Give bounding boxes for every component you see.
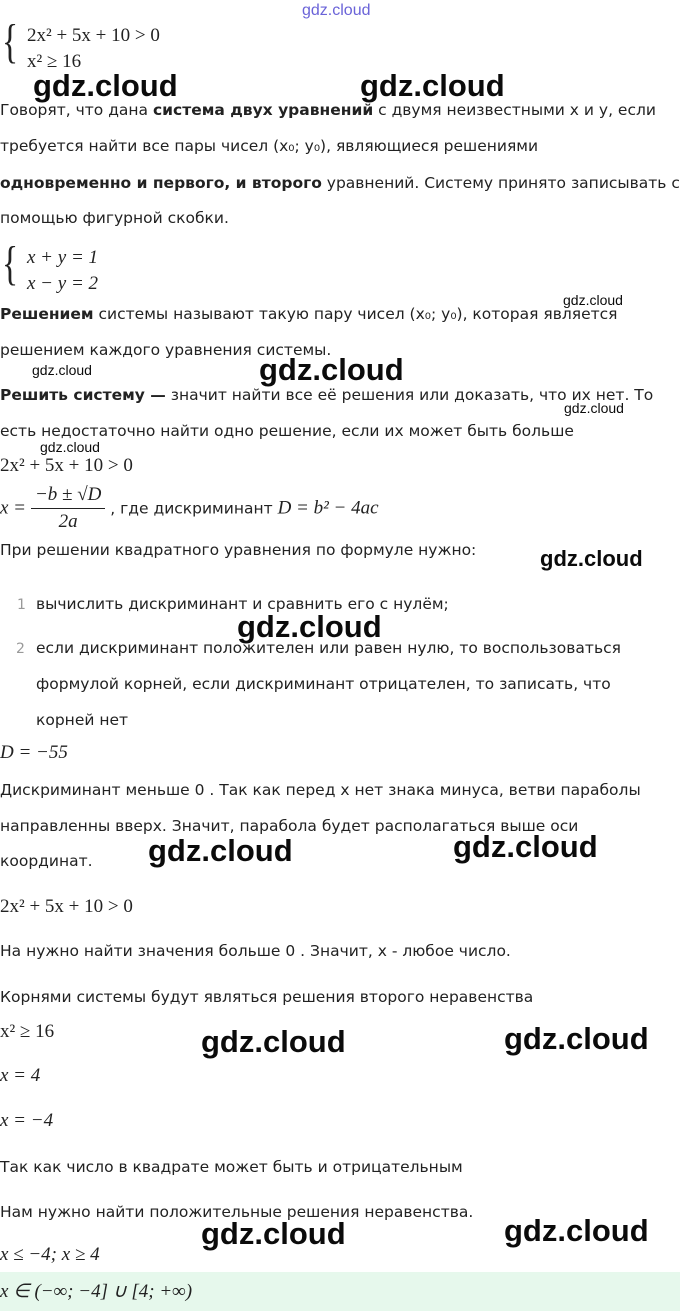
step-2-line-3: корней нет [36,711,129,729]
watermark: gdz.cloud [540,546,643,571]
watermark: gdz.cloud [201,1216,346,1251]
quadratic-formula: x = $\frac{-b \pm √D}{2a}$ , где дискриминант D = b² − 4ac [0,484,379,532]
watermark: gdz.cloud [148,833,293,868]
watermark: gdz.cloud [33,68,178,103]
root-2: x = −4 [0,1110,54,1131]
intro-line-2: требуется найти все пары чисел (x₀; y₀), являющиеся решениями [0,137,539,155]
watermark: gdz.cloud [563,292,623,308]
discriminant-value: D = −55 [0,742,68,763]
watermark: gdz.cloud [504,1213,649,1248]
disc-text-3: координат. [0,852,93,870]
watermark: gdz.cloud [453,829,598,864]
definition-line-1: Решением системы называют такую пару чисел (x₀; y₀), которая является [0,305,618,323]
intro-line-3: одновременно и первого, и второго уравнений. Систему принято записывать с [0,174,680,192]
system2-line2: x − y = 2 [27,273,99,294]
intro-line-1: Говорят, что дана система двух уравнений с двумя неизвестными x и y, если [0,101,656,119]
formula-fraction: $\frac{-b \pm √D}{2a}$ [31,484,105,533]
step-number: 2 [16,641,25,657]
watermark: gdz.cloud [32,362,92,378]
positive-text: Нам нужно найти положительные решения неравенства. [0,1203,474,1221]
watermark: gdz.cloud [360,68,505,103]
brace-system-2: { [2,237,19,290]
root-1: x = 4 [0,1065,41,1086]
step-number: 1 [17,597,26,613]
watermark: gdz.cloud [237,609,382,644]
watermark: gdz.cloud [564,400,624,416]
intro-line-4: помощью фигурной скобки. [0,209,229,227]
step-2-line-1: если дискриминант положителен или равен нулю, то воспользоваться [36,639,621,657]
brace-system-1: { [2,15,19,68]
watermark-top: gdz.cloud [302,2,371,19]
disc-text-1: Дискриминант меньше 0 . Так как перед x нет знака минуса, ветви параболы [0,781,641,799]
system1-line1: 2x² + 5x + 10 > 0 [27,25,160,46]
watermark: gdz.cloud [504,1021,649,1056]
system2-line1: x + y = 1 [27,247,99,268]
solve-line-1: Решить систему — значит найти все её решения или доказать, что их нет. То [0,386,654,404]
roots-text: Корнями системы будут являться решения второго неравенства [0,988,534,1006]
inequality-1: 2x² + 5x + 10 > 0 [0,455,133,476]
solve-line-2: есть недостаточно найти одно решение, если их может быть больше [0,422,574,440]
watermark: gdz.cloud [201,1024,346,1059]
step-2-line-2: формулой корней, если дискриминант отрицателен, то записать, что [36,675,611,693]
disc-text-2: направленны вверх. Значит, парабола будет располагаться выше оси [0,817,579,835]
need-text: На нужно найти значения больше 0 . Значит, x - любое число. [0,942,511,960]
quad-intro: При решении квадратного уравнения по формуле нужно: [0,541,477,559]
square-text: Так как число в квадрате может быть и отрицательным [0,1158,463,1176]
inequality-2: x² ≥ 16 [0,1021,55,1042]
watermark: gdz.cloud [259,352,404,387]
answer: x ∈ (−∞; −4] ∪ [4; +∞) [0,1281,193,1302]
system1-line2: x² ≥ 16 [27,51,82,72]
watermark: gdz.cloud [40,439,100,455]
inequality-1-repeat: 2x² + 5x + 10 > 0 [0,896,133,917]
cases: x ≤ −4; x ≥ 4 [0,1244,100,1265]
step-1: вычислить дискриминант и сравнить его с нулём; [36,595,449,613]
definition-line-2: решением каждого уравнения системы. [0,341,332,359]
